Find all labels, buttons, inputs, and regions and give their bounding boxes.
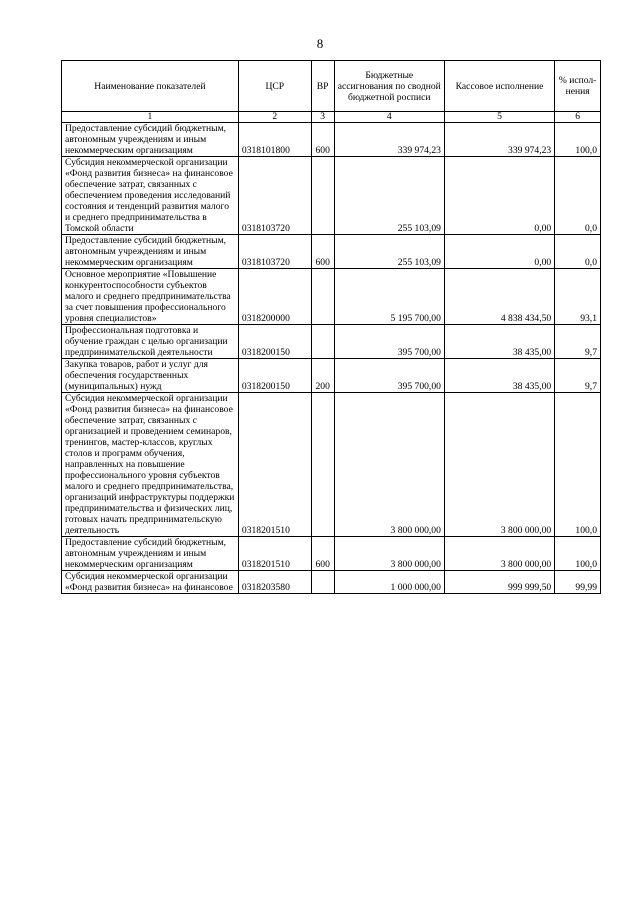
table-row [62, 269, 601, 325]
table-row [62, 325, 601, 359]
row-assignment: 3 800 000,00 [334, 537, 444, 571]
row-name: Предоставление субсидий бюджетным, автономным учреждениям и иным некоммерческим организациям [62, 123, 239, 157]
header-vr: ВР [311, 61, 334, 112]
row-name: Субсидия некоммерческой организации «Фонд развития бизнеса» на финансовое [62, 571, 239, 594]
row-csr: 0318101800 [238, 123, 311, 157]
row-vr [311, 393, 334, 537]
table-row [62, 123, 601, 157]
column-number: 3 [311, 112, 334, 123]
row-percent: 100,0 [555, 537, 601, 571]
table-row [62, 359, 601, 393]
header-csr: ЦСР [238, 61, 311, 112]
row-assignment: 3 800 000,00 [334, 393, 444, 537]
column-number-row [62, 112, 601, 123]
row-cash: 3 800 000,00 [444, 537, 554, 571]
header-row [62, 61, 601, 112]
row-percent: 0,0 [555, 157, 601, 235]
table-row [62, 235, 601, 269]
header-name: Наименование показателей [62, 61, 239, 112]
row-percent: 9,7 [555, 359, 601, 393]
row-cash: 3 800 000,00 [444, 393, 554, 537]
row-percent: 100,0 [555, 123, 601, 157]
row-vr [311, 325, 334, 359]
column-number: 1 [62, 112, 239, 123]
row-assignment: 395 700,00 [334, 359, 444, 393]
row-percent: 100,0 [555, 393, 601, 537]
row-csr: 0318103720 [238, 235, 311, 269]
row-cash: 999 999,50 [444, 571, 554, 594]
row-cash: 0,00 [444, 157, 554, 235]
row-name: Предоставление субсидий бюджетным, автономным учреждениям и иным некоммерческим организациям [62, 537, 239, 571]
row-csr: 0318200150 [238, 325, 311, 359]
column-number: 6 [555, 112, 601, 123]
row-name: Основное мероприятие «Повышение конкурентоспособности субъектов малого и среднего предпринимательства за счет повышения профессионального уровня специалистов» [62, 269, 239, 325]
row-name: Субсидия некоммерческой организации «Фонд развития бизнеса» на финансовое обеспечение затрат, связанных с обеспечением проведения исследований состояния и тенденций развития малого и среднего предпринимательства в Томской области [62, 157, 239, 235]
row-cash: 339 974,23 [444, 123, 554, 157]
row-vr: 200 [311, 359, 334, 393]
header-cash: Кассовое исполнение [444, 61, 554, 112]
row-csr: 0318201510 [238, 393, 311, 537]
row-vr: 600 [311, 235, 334, 269]
row-assignment: 5 195 700,00 [334, 269, 444, 325]
table-row [62, 571, 601, 594]
row-vr: 600 [311, 123, 334, 157]
budget-execution-table [61, 60, 601, 594]
row-csr: 0318200000 [238, 269, 311, 325]
table-row [62, 157, 601, 235]
table-row [62, 393, 601, 537]
row-name: Предоставление субсидий бюджетным, автономным учреждениям и иным некоммерческим организациям [62, 235, 239, 269]
row-percent: 93,1 [555, 269, 601, 325]
row-csr: 0318203580 [238, 571, 311, 594]
row-assignment: 339 974,23 [334, 123, 444, 157]
row-csr: 0318200150 [238, 359, 311, 393]
row-cash: 38 435,00 [444, 325, 554, 359]
row-vr [311, 269, 334, 325]
column-number: 4 [334, 112, 444, 123]
column-number: 2 [238, 112, 311, 123]
row-cash: 0,00 [444, 235, 554, 269]
row-cash: 38 435,00 [444, 359, 554, 393]
table-row [62, 537, 601, 571]
page-number: 8 [316, 36, 324, 51]
row-name: Субсидия некоммерческой организации «Фонд развития бизнеса» на финансовое обеспечение затрат, связанных с организацией и проведением семинаров, тренингов, мастер-классов, круглых столов и программ обучения, направленных на повышение профессионального уровня субъектов малого и среднего предпринимательства, организаций инфраструктуры поддержки предпринимательства и физических лиц, готовых начать предпринимательскую деятельность [62, 393, 239, 537]
row-cash: 4 838 434,50 [444, 269, 554, 325]
row-vr [311, 571, 334, 594]
header-assignments: Бюджетные ассигнования по сводной бюджетной росписи [334, 61, 444, 112]
row-percent: 99,99 [555, 571, 601, 594]
row-vr: 600 [311, 537, 334, 571]
row-assignment: 1 000 000,00 [334, 571, 444, 594]
header-percent: % испол-нения [555, 61, 601, 112]
row-name: Закупка товаров, работ и услуг для обеспечения государственных (муниципальных) нужд [62, 359, 239, 393]
row-csr: 0318103720 [238, 157, 311, 235]
row-assignment: 255 103,09 [334, 235, 444, 269]
row-vr [311, 157, 334, 235]
row-csr: 0318201510 [238, 537, 311, 571]
column-number: 5 [444, 112, 554, 123]
row-assignment: 255 103,09 [334, 157, 444, 235]
row-assignment: 395 700,00 [334, 325, 444, 359]
row-name: Профессиональная подготовка и обучение граждан с целью организации предпринимательской деятельности [62, 325, 239, 359]
row-percent: 0,0 [555, 235, 601, 269]
row-percent: 9,7 [555, 325, 601, 359]
